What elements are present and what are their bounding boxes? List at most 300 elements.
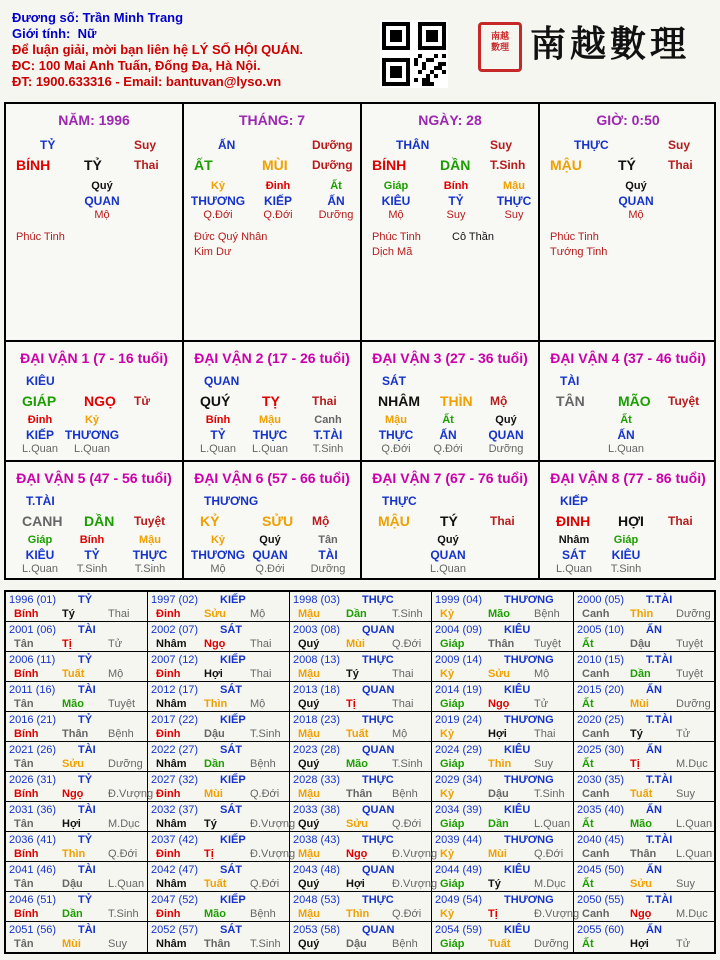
hidden-can: Mậu	[139, 534, 161, 546]
year-cell[interactable]	[6, 922, 148, 952]
year-label: 2047 (52)	[151, 894, 199, 906]
dai-van-chi: TÝ	[440, 513, 458, 529]
pillar-chi: MÙI	[262, 157, 288, 173]
dai-van-can: MẬU	[378, 513, 410, 529]
year-cell[interactable]	[574, 712, 714, 742]
pillar-title: NĂM: 1996	[58, 112, 130, 128]
dai-van-3	[362, 342, 540, 462]
hidden-stage: Mộ	[628, 209, 644, 221]
year-label: 2045 (50)	[577, 864, 625, 876]
year-star: THƯƠNG	[504, 774, 554, 786]
year-label: 2001 (06)	[9, 624, 57, 636]
dai-van-stage: Tuyệt	[668, 394, 700, 408]
year-can: Nhâm	[156, 938, 187, 950]
year-can: Quý	[298, 878, 320, 890]
pillar-title: THÁNG: 7	[238, 112, 306, 128]
year-cell[interactable]	[148, 682, 290, 712]
year-label: 2011 (16)	[9, 684, 56, 696]
hidden-star: THƯƠNG	[190, 194, 246, 208]
year-cell[interactable]	[6, 832, 148, 862]
year-cell[interactable]	[6, 802, 148, 832]
year-chi: Thìn	[62, 848, 86, 860]
year-cell[interactable]	[148, 922, 290, 952]
year-can: Ất	[582, 818, 594, 830]
year-can: Kỷ	[440, 608, 455, 620]
year-star: KIẾP	[220, 654, 246, 666]
hidden-star: QUAN	[252, 548, 288, 562]
year-chi: Sửu	[630, 878, 653, 890]
year-stage: T.Sinh	[250, 938, 281, 950]
pillar-chi-stage: Thai	[668, 158, 693, 172]
year-stage: Q.Đới	[392, 908, 422, 920]
year-chi: Mão	[62, 698, 84, 710]
dai-van-can: ĐINH	[556, 513, 591, 529]
year-star: SÁT	[220, 864, 242, 876]
year-chi: Hợi	[488, 728, 507, 740]
year-stage: Bệnh	[250, 908, 276, 920]
pillar-note: Kim Dư	[194, 246, 232, 258]
hidden-star: T.TÀI	[313, 428, 343, 442]
year-stage: M.Dục	[676, 758, 708, 770]
hidden-can: Đinh	[27, 414, 53, 426]
year-cell[interactable]	[432, 712, 574, 742]
year-cell[interactable]	[148, 622, 290, 652]
year-label: 2005 (10)	[577, 624, 625, 636]
year-label: 2004 (09)	[435, 624, 483, 636]
hidden-can: Quý	[437, 534, 459, 546]
year-star: ẤN	[646, 924, 662, 936]
year-cell[interactable]	[432, 892, 580, 922]
year-cell[interactable]	[6, 742, 148, 772]
hidden-can: Ất	[620, 414, 632, 426]
year-star: ẤN	[646, 864, 662, 876]
year-cell[interactable]	[148, 832, 296, 862]
year-cell[interactable]	[432, 802, 574, 832]
hidden-stage: L.Quan	[73, 443, 111, 455]
year-cell[interactable]	[148, 712, 290, 742]
year-chi: Dậu	[62, 878, 83, 890]
hidden-star: TÀI	[318, 548, 338, 562]
year-cell[interactable]	[432, 742, 574, 772]
year-stage: Tuyệt	[108, 698, 136, 710]
year-can: Mậu	[298, 668, 320, 680]
year-star: KIÊU	[504, 804, 531, 816]
year-cell[interactable]	[148, 892, 290, 922]
year-can: Kỷ	[440, 788, 455, 800]
year-chi: Tuất	[62, 668, 85, 680]
year-cell[interactable]	[290, 832, 438, 862]
hidden-stage: Q.Đới	[433, 443, 463, 455]
year-star: T.TÀI	[646, 834, 673, 846]
year-chi: Tý	[488, 878, 501, 890]
pillar-stage: Suy	[134, 138, 157, 152]
year-can: Giáp	[440, 758, 465, 770]
year-can: Giáp	[440, 638, 465, 650]
year-cell[interactable]	[432, 862, 574, 892]
year-label: 2055 (60)	[577, 924, 625, 936]
year-can: Canh	[582, 668, 610, 680]
year-stage: Thai	[392, 668, 414, 680]
pillar-can: BÍNH	[16, 157, 51, 173]
year-star: KIÊU	[504, 744, 531, 756]
year-chi: Tý	[630, 728, 643, 740]
year-label: 2040 (45)	[577, 834, 625, 846]
brand-title: 南越數理	[530, 23, 691, 65]
year-stage: Q.Đới	[392, 818, 422, 830]
year-cell[interactable]	[574, 922, 714, 952]
year-chi: Mùi	[630, 698, 649, 710]
year-cell[interactable]	[6, 892, 148, 922]
dai-van-star: THƯƠNG	[204, 494, 259, 508]
dai-van-chi: MÃO	[618, 393, 651, 409]
dai-van-title: ĐẠI VẬN 1 (7 - 16 tuổi)	[20, 350, 168, 366]
year-star: KIÊU	[504, 624, 531, 636]
year-stage: M.Dục	[676, 908, 708, 920]
year-cell[interactable]	[6, 772, 154, 802]
year-star: KIẾP	[220, 834, 246, 846]
hidden-can: Quý	[495, 414, 517, 426]
dai-van-chi: SỬU	[262, 513, 294, 529]
pillar-note: Đức Quý Nhân	[194, 231, 268, 243]
year-cell[interactable]	[574, 802, 714, 832]
hidden-can: Bính	[443, 180, 469, 192]
year-star: KIÊU	[504, 864, 531, 876]
year-label: 2028 (33)	[293, 774, 341, 786]
year-can: Bính	[14, 788, 39, 800]
year-can: Đinh	[156, 788, 181, 800]
year-cell[interactable]	[6, 652, 148, 682]
year-cell[interactable]	[290, 772, 432, 802]
year-star: THƯƠNG	[504, 714, 554, 726]
dai-van-chi: DẦN	[84, 513, 115, 529]
year-label: 1997 (02)	[151, 594, 199, 606]
year-cell[interactable]	[6, 862, 148, 892]
dai-van-1	[6, 342, 184, 462]
year-chi: Thìn	[204, 698, 228, 710]
year-cell[interactable]	[432, 622, 574, 652]
year-stage: Suy	[108, 938, 127, 950]
year-can: Canh	[582, 728, 610, 740]
year-can: Giáp	[440, 938, 465, 950]
hidden-star: KIÊU	[611, 548, 641, 562]
qr-code[interactable]	[380, 20, 448, 88]
year-stage: L.Quan	[676, 818, 713, 830]
dai-van-title: ĐẠI VẬN 4 (37 - 46 tuổi)	[550, 350, 706, 366]
year-label: 2007 (12)	[151, 654, 199, 666]
year-star: THỰC	[362, 834, 394, 846]
year-label: 2009 (14)	[435, 654, 483, 666]
year-can: Ất	[582, 938, 594, 950]
dai-van-star: THỰC	[382, 494, 417, 508]
hidden-stage: T.Sinh	[134, 563, 166, 575]
dai-van-chi: NGỌ	[84, 393, 116, 409]
year-stage: Dưỡng	[108, 758, 143, 770]
year-can: Mậu	[298, 608, 320, 620]
year-chi: Tị	[630, 758, 640, 770]
dai-van-can: KỶ	[200, 513, 220, 529]
hidden-star: KIÊU	[381, 194, 411, 208]
year-star: TÀI	[78, 924, 96, 936]
year-star: KIẾP	[220, 894, 246, 906]
year-stage: T.Sinh	[392, 608, 423, 620]
year-star: T.TÀI	[646, 594, 673, 606]
year-can: Tân	[14, 638, 34, 650]
year-stage: Dưỡng	[676, 698, 711, 710]
year-can: Canh	[582, 848, 610, 860]
year-star: T.TÀI	[646, 894, 673, 906]
year-chi: Tị	[346, 698, 356, 710]
pillar-chi: TÝ	[618, 157, 636, 173]
hidden-can: Kỷ	[210, 534, 226, 546]
pillar-note: Cô Thần	[452, 231, 494, 243]
dai-van-star: QUAN	[204, 374, 240, 388]
hidden-star: THỰC	[378, 428, 414, 442]
dai-van-star: T.TÀI	[26, 494, 55, 508]
year-cell[interactable]	[290, 652, 432, 682]
year-stage: Thai	[250, 668, 272, 680]
year-chi: Thân	[488, 638, 515, 650]
year-cell[interactable]	[148, 742, 290, 772]
hidden-star: TỶ	[448, 194, 464, 208]
year-can: Mậu	[298, 788, 320, 800]
year-cell[interactable]	[148, 802, 296, 832]
year-can: Đinh	[156, 608, 181, 620]
year-label: 2043 (48)	[293, 864, 341, 876]
dai-van-6	[184, 462, 362, 578]
year-label: 2041 (46)	[9, 864, 57, 876]
year-cell[interactable]	[290, 622, 432, 652]
year-stage: Tử	[676, 938, 691, 950]
hidden-can: Kỷ	[84, 414, 100, 426]
year-label: 2031 (36)	[9, 804, 57, 816]
year-star: T.TÀI	[646, 774, 673, 786]
pillar-note: Dịch Mã	[372, 246, 413, 258]
year-cell[interactable]	[574, 832, 714, 862]
year-chi: Sửu	[488, 668, 511, 680]
year-star: THƯƠNG	[504, 654, 554, 666]
year-cell[interactable]	[290, 742, 432, 772]
year-stage: Mộ	[250, 698, 266, 710]
year-chi: Mùi	[62, 938, 81, 950]
year-cell[interactable]	[148, 652, 290, 682]
year-label: 2019 (24)	[435, 714, 483, 726]
year-cell[interactable]	[290, 712, 432, 742]
year-cell[interactable]	[148, 592, 290, 622]
year-cell[interactable]	[6, 682, 148, 712]
year-chi: Tị	[204, 848, 214, 860]
year-stage: Bệnh	[534, 608, 560, 620]
year-stage: Dưỡng	[676, 608, 711, 620]
year-stage: Q.Đới	[392, 638, 422, 650]
hidden-can: Nhâm	[558, 534, 590, 546]
hidden-star: THƯƠNG	[64, 428, 120, 442]
year-label: 2015 (20)	[577, 684, 625, 696]
year-can: Giáp	[440, 878, 465, 890]
year-cell[interactable]	[574, 862, 714, 892]
year-stage: Đ.Vượng	[392, 878, 438, 890]
year-stage: Bệnh	[108, 728, 134, 740]
year-label: 2018 (23)	[293, 714, 341, 726]
year-cell[interactable]	[290, 892, 432, 922]
year-can: Tân	[14, 758, 34, 770]
year-chi: Dậu	[488, 788, 509, 800]
year-stage: T.Sinh	[392, 758, 423, 770]
year-chi: Mão	[204, 908, 226, 920]
year-star: ẤN	[646, 744, 662, 756]
hidden-stage: L.Quan	[199, 443, 237, 455]
year-stage: Bệnh	[250, 758, 276, 770]
hidden-can: Đinh	[265, 180, 291, 192]
hidden-star: TỶ	[210, 428, 226, 442]
year-stage: T.Sinh	[108, 908, 139, 920]
year-can: Ất	[582, 878, 594, 890]
hidden-star: THỰC	[132, 548, 168, 562]
year-cell[interactable]	[574, 622, 714, 652]
year-stage: Mộ	[534, 668, 550, 680]
hidden-stage: Dưỡng	[488, 443, 524, 455]
hidden-can: Quý	[91, 180, 113, 192]
hidden-stage: Mộ	[210, 563, 226, 575]
red-seal-logo: 南越 數理	[478, 22, 522, 72]
pillar-chi-stage: T.Sinh	[490, 158, 526, 172]
year-can: Kỷ	[440, 668, 455, 680]
hidden-stage: Dưỡng	[310, 563, 346, 575]
year-stage: Tử	[676, 728, 691, 740]
dai-van-can: GIÁP	[22, 393, 57, 409]
year-label: 2006 (11)	[9, 654, 56, 666]
hidden-can: Mậu	[385, 414, 407, 426]
hidden-can: Bính	[79, 534, 105, 546]
year-star: THỰC	[362, 594, 394, 606]
year-label: 1998 (03)	[293, 594, 341, 606]
year-cell[interactable]	[148, 862, 290, 892]
year-chi: Dậu	[346, 938, 367, 950]
year-stage: Đ.Vượng	[250, 848, 296, 860]
year-cell[interactable]	[574, 682, 714, 712]
pillar-chi-stage: Dưỡng	[312, 158, 353, 172]
year-can: Bính	[14, 908, 39, 920]
year-stage: Đ.Vượng	[534, 908, 580, 920]
year-star: THƯƠNG	[504, 834, 554, 846]
year-label: 2051 (56)	[9, 924, 57, 936]
year-cell[interactable]	[432, 682, 574, 712]
year-star: TỶ	[78, 774, 93, 786]
year-chi: Mão	[630, 818, 652, 830]
dai-van-title: ĐẠI VẬN 2 (17 - 26 tuổi)	[194, 350, 350, 366]
contact-line: Để luận giải, mời bạn liên hệ LÝ SỐ HỘI QUÁN.	[12, 42, 303, 57]
year-chi: Dần	[346, 608, 367, 620]
year-stage: Mộ	[108, 668, 124, 680]
phone-email-line: ĐT: 1900.633316 - Email: bantuvan@lyso.vn	[12, 74, 282, 89]
year-cell[interactable]	[290, 592, 432, 622]
year-can: Quý	[298, 938, 320, 950]
year-star: THƯƠNG	[504, 894, 554, 906]
year-cell[interactable]	[432, 922, 574, 952]
pillar-star: THỰC	[574, 138, 609, 152]
hidden-can: Giáp	[383, 180, 409, 192]
year-label: 2021 (26)	[9, 744, 57, 756]
year-cell[interactable]	[432, 772, 574, 802]
pillar-can: MẬU	[550, 157, 582, 173]
year-can: Ất	[582, 758, 594, 770]
hidden-stage: L.Quan	[21, 443, 59, 455]
year-stage: Thai	[108, 608, 130, 620]
year-chi: Hợi	[62, 818, 81, 830]
dai-van-title: ĐẠI VẬN 3 (27 - 36 tuổi)	[372, 350, 528, 366]
year-star: TÀI	[78, 864, 96, 876]
year-stage: Dưỡng	[534, 938, 569, 950]
year-can: Quý	[298, 638, 320, 650]
hidden-stage: Mộ	[388, 209, 404, 221]
gender-value: Nữ	[77, 26, 97, 41]
year-cell[interactable]	[432, 832, 574, 862]
year-star: KIÊU	[504, 684, 531, 696]
hidden-stage: Suy	[446, 209, 466, 221]
year-label: 2033 (38)	[293, 804, 341, 816]
year-stage: Thai	[250, 638, 272, 650]
year-cell[interactable]	[290, 922, 432, 952]
year-chi: Thân	[204, 938, 231, 950]
hidden-stage: L.Quan	[251, 443, 289, 455]
hidden-star: TỶ	[84, 548, 100, 562]
year-can: Tân	[14, 698, 34, 710]
year-can: Bính	[14, 848, 39, 860]
hidden-can: Bính	[205, 414, 231, 426]
year-can: Kỷ	[440, 728, 455, 740]
year-cell[interactable]	[6, 712, 148, 742]
year-cell[interactable]	[432, 592, 574, 622]
year-stage: Đ.Vượng	[392, 848, 438, 860]
year-cell[interactable]	[574, 742, 714, 772]
hidden-star: QUAN	[618, 194, 654, 208]
year-label: 2049 (54)	[435, 894, 483, 906]
year-can: Tân	[14, 818, 34, 830]
year-cell[interactable]	[290, 682, 432, 712]
year-cell[interactable]	[574, 592, 714, 622]
pillar-chi: TỶ	[84, 157, 102, 173]
year-cell[interactable]	[432, 652, 574, 682]
year-cell[interactable]	[290, 862, 438, 892]
year-label: 2025 (30)	[577, 744, 625, 756]
year-chi: Thìn	[488, 758, 512, 770]
pillar-4	[540, 104, 716, 342]
year-label: 2052 (57)	[151, 924, 199, 936]
year-cell[interactable]	[6, 592, 148, 622]
year-cell[interactable]	[574, 652, 714, 682]
year-stage: Tuyệt	[676, 638, 704, 650]
hidden-stage: L.Quan	[21, 563, 59, 575]
pillar-note: Phúc Tinh	[372, 231, 421, 243]
year-chi: Mùi	[204, 788, 223, 800]
year-star: THỰC	[362, 894, 394, 906]
hidden-stage: T.Sinh	[610, 563, 642, 575]
year-star: THƯƠNG	[504, 594, 554, 606]
dai-van-2	[184, 342, 362, 462]
year-stage: Q.Đới	[250, 788, 280, 800]
year-cell[interactable]	[574, 892, 714, 922]
hidden-star: THƯƠNG	[190, 548, 246, 562]
year-cell[interactable]	[6, 622, 148, 652]
year-stage: Thai	[534, 728, 556, 740]
year-cell[interactable]	[574, 772, 714, 802]
year-can: Nhâm	[156, 698, 187, 710]
year-cell[interactable]	[290, 802, 432, 832]
year-label: 2053 (58)	[293, 924, 341, 936]
year-cell[interactable]	[148, 772, 290, 802]
year-stage: Tử	[108, 638, 123, 650]
pillar-title: GIỜ: 0:50	[596, 112, 660, 128]
pillar-stage: Suy	[668, 138, 691, 152]
